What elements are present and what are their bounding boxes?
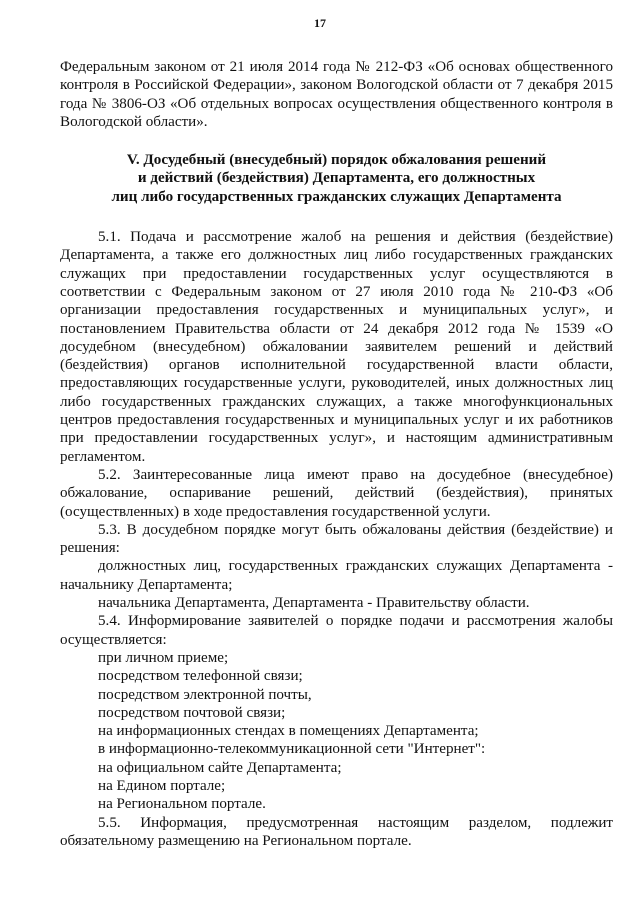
- list-item: на Региональном портале.: [98, 796, 266, 813]
- section-heading: [60, 151, 613, 206]
- page-number: 17: [314, 16, 326, 30]
- list-item: посредством электронной почты,: [98, 686, 312, 703]
- paragraph-5-3-item: начальника Департамента, Департамента - Правительству области.: [98, 595, 530, 612]
- paragraph-5-5: 5.5. Информация, предусмотренная настоящим разделом, подлежит обязательному размещению на Региональном портале.: [60, 814, 613, 849]
- list-item: посредством почтовой связи;: [98, 704, 286, 721]
- list-item: на официальном сайте Департамента;: [98, 759, 342, 776]
- section-heading-line-2: и действий (бездействия) Департамента, его должностных: [137, 170, 536, 187]
- list-item: при личном приеме;: [98, 649, 229, 666]
- intro-paragraph: Федеральным законом от 21 июля 2014 года № 212-ФЗ «Об основах общественного контроля в Российской Федерации», законом Вологодской области от 7 декабря 2015 года № 3806-ОЗ «Об отдельных вопросах осуществления общественного контроля в Вологодской области».: [60, 59, 613, 130]
- paragraph-5-4: 5.4. Информирование заявителей о порядке подачи и рассмотрения жалобы осуществляется:: [60, 613, 613, 648]
- section-heading-line-1: V. Досудебный (внесудебный) порядок обжалования решений: [126, 152, 547, 169]
- section-heading-line-3: лиц либо государственных гражданских служащих Департамента: [111, 188, 562, 205]
- list-item: посредством телефонной связи;: [98, 668, 303, 685]
- paragraph-5-1: 5.1. Подача и рассмотрение жалоб на решения и действия (бездействие) Департамента, а также его должностных лиц либо государственных гражданских служащих при предоставлении государственных услуг осуществляются в соответствии с Федеральным законом от 27 июля 2010 года № 210-ФЗ «Об организации предоставления государственных и муниципальных услуг», и постановлением Правительства области от 24 декабря 2012 года № 1539 «О досудебном (внесудебном) обжаловании заявителем решений и действий (бездействия) органов исполнительной государственной власти области, предоставляющих государственные услуги, руководителей, иных должностных лиц либо государственных гражданских служащих, а также многофункциональных центров предоставления государственных и муниципальных услуг и их работников при предоставлении государственных услуг», и настоящим административным регламентом.: [60, 229, 613, 465]
- paragraph-5-3: 5.3. В досудебном порядке могут быть обжалованы действия (бездействие) и решения:: [60, 521, 613, 557]
- list-item: на информационных стендах в помещениях Департамента;: [98, 723, 479, 740]
- list-item: в информационно-телекоммуникационной сети "Интернет":: [98, 741, 486, 758]
- document-body: [60, 58, 613, 850]
- list-item: на Едином портале;: [98, 777, 226, 794]
- paragraph-5-2: 5.2. Заинтересованные лица имеют право на досудебное (внесудебное) обжалование, оспаривание решений, действий (бездействия), принятых (осуществленных) в ходе предоставления государственной услуги.: [60, 466, 613, 520]
- paragraph-5-3-item: должностных лиц, государственных гражданских служащих Департамента - начальнику Департамента;: [60, 558, 613, 593]
